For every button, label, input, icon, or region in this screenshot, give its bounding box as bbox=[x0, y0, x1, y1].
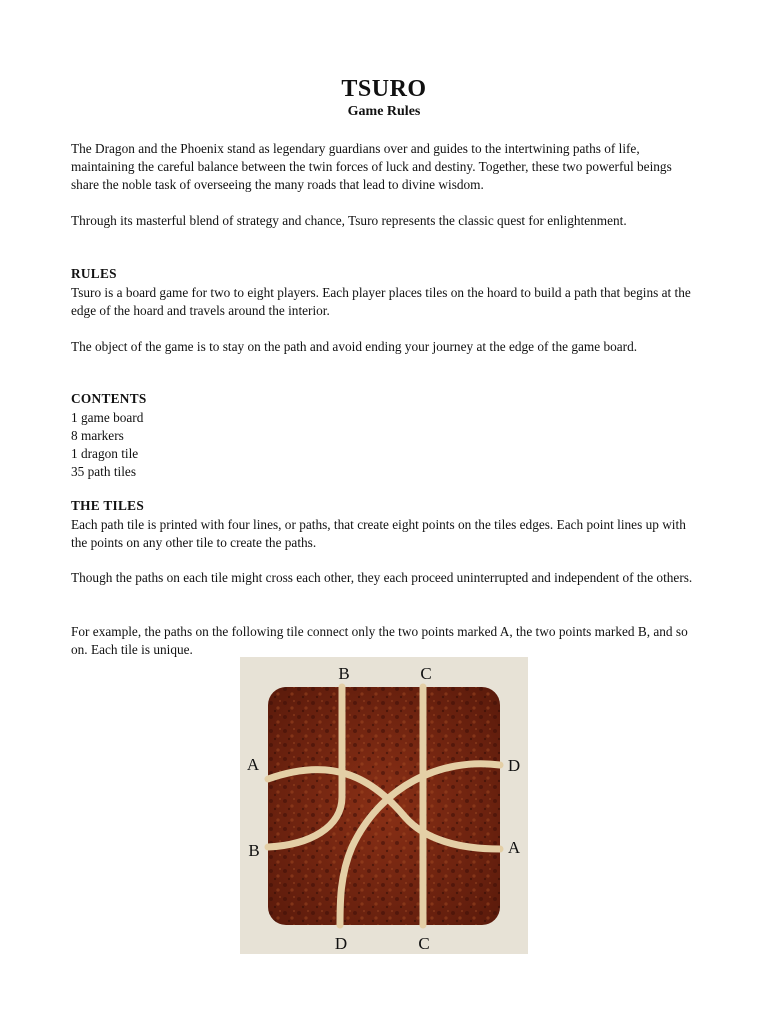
rules-heading: RULES bbox=[71, 266, 117, 281]
contents-list bbox=[71, 409, 143, 481]
intro-paragraph-2: Through its masterful blend of strategy and chance, Tsuro represents the classic quest for enlightenment. bbox=[71, 213, 627, 228]
list-item: 1 game board bbox=[71, 410, 144, 425]
tile-example-figure bbox=[240, 657, 528, 954]
list-item: 35 path tiles bbox=[71, 464, 136, 479]
label-right-d: D bbox=[507, 756, 521, 775]
label-left-a: A bbox=[246, 755, 260, 774]
tiles-heading: THE TILES bbox=[71, 498, 145, 513]
list-item: 8 markers bbox=[71, 428, 124, 443]
tiles-paragraph-1: Each path tile is printed with four lines, or paths, that create eight points on the tiles edges. Each point lines up with the points on any other tile to create the paths. bbox=[71, 517, 686, 550]
intro-paragraph-1: The Dragon and the Phoenix stand as legendary guardians over and guides to the intertwining paths of life, maintaining the careful balance between the twin forces of luck and destiny. Together, these two powerful beings share the noble task of overseeing the many roads that lead to divine wisdom. bbox=[71, 141, 672, 192]
contents-heading: CONTENTS bbox=[71, 391, 147, 406]
tile-illustration bbox=[240, 657, 528, 954]
rules-paragraph-2: The object of the game is to stay on the path and avoid ending your journey at the edge of the game board. bbox=[71, 339, 638, 354]
label-top-c: C bbox=[420, 664, 432, 683]
tiles-paragraph-3: For example, the paths on the following tile connect only the two points marked A, the two points marked B, and so on. Each tile is unique. bbox=[71, 624, 688, 657]
page-title: TSURO bbox=[341, 76, 427, 102]
label-right-a: A bbox=[507, 838, 521, 857]
rules-paragraph-1: Tsuro is a board game for two to eight players. Each player places tiles on the hoard to build a path that begins at the edge of the hoard and travels around the interior. bbox=[71, 285, 691, 318]
list-item: 1 dragon tile bbox=[71, 446, 139, 461]
label-top-b: B bbox=[338, 664, 350, 683]
page-subtitle: Game Rules bbox=[347, 104, 421, 119]
tiles-paragraph-2: Though the paths on each tile might cross each other, they each proceed uninterrupted and independent of the others. bbox=[71, 570, 693, 585]
label-left-b: B bbox=[248, 841, 260, 860]
label-bottom-c: C bbox=[418, 934, 430, 953]
label-bottom-d: D bbox=[334, 934, 348, 953]
